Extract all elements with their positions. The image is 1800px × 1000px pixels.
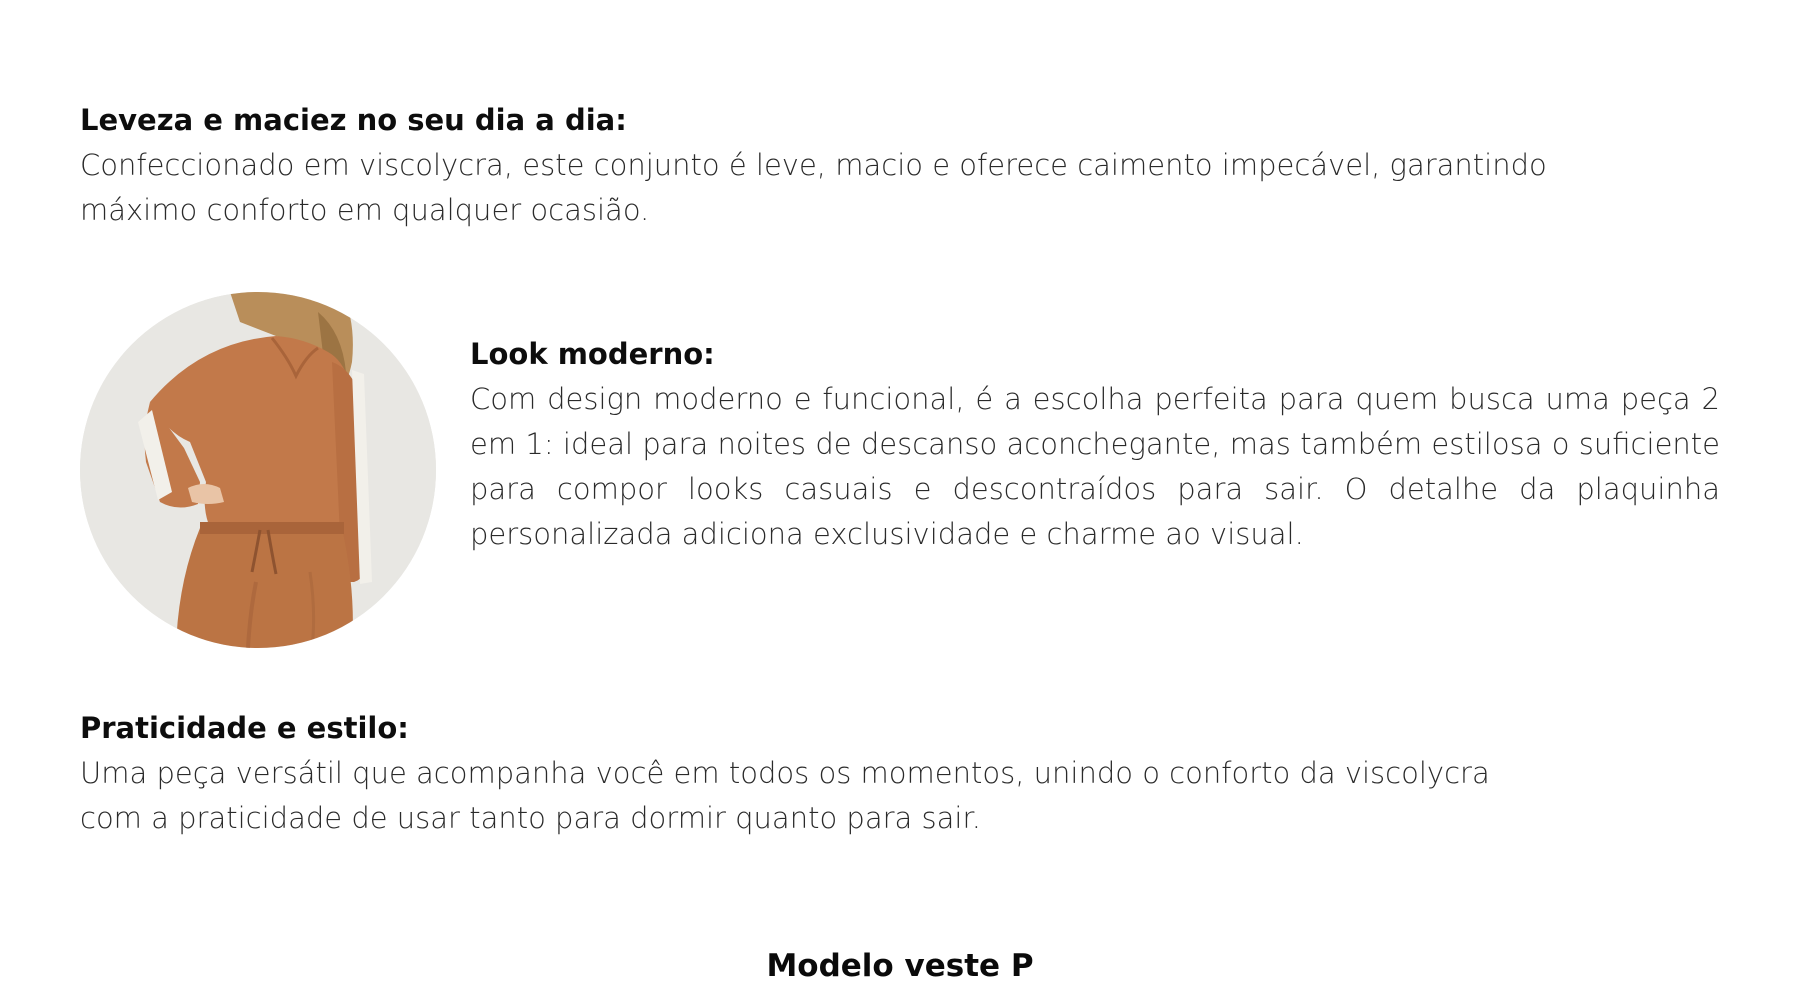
section-praticidade: [80, 706, 1560, 841]
section-heading: Look moderno:: [470, 337, 715, 371]
section-leveza: [80, 98, 1560, 233]
section-heading: Leveza e maciez no seu dia a dia:: [80, 103, 627, 137]
product-photo: [80, 292, 436, 648]
section-body: Confeccionado em viscolycra, este conjunto é leve, macio e oferece caimento impecável, garantindo máximo conforto em qualquer ocasião.: [80, 148, 1547, 227]
section-heading: Praticidade e estilo:: [80, 711, 409, 745]
section-body: Com design moderno e funcional, é a escolha perfeita para quem busca uma peça 2 em 1: ideal para noites de descanso aconchegante, mas também estilosa o suficiente para compor looks casuais e descontraídos para sair. O detalhe da plaquinha personalizada adiciona exclusividade e charme ao visual.: [470, 382, 1720, 551]
model-size-note: Modelo veste P: [766, 948, 1034, 984]
section-look: [470, 332, 1720, 557]
section-body: Uma peça versátil que acompanha você em todos os momentos, unindo o conforto da viscolycra com a praticidade de usar tanto para dormir quanto para sair.: [80, 756, 1490, 835]
